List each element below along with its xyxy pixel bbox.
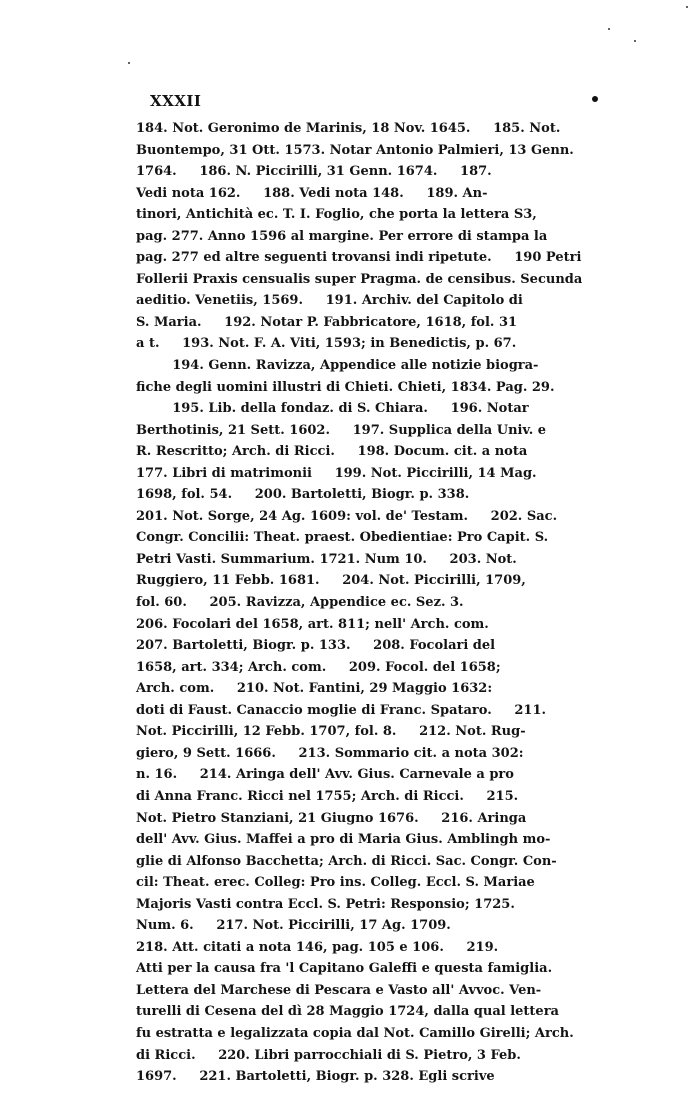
text-line: 201. Not. Sorge, 24 Ag. 1609: vol. de' Testam. 202. Sac. [136, 508, 558, 524]
text-line: S. Maria. 192. Notar P. Fabbricatore, 1618, fol. 31 [136, 314, 518, 330]
text-line: Berthotinis, 21 Sett. 1602. 197. Supplica della Univ. e [136, 422, 547, 438]
notes-text [136, 118, 646, 1088]
text-line: di Ricci. 220. Libri parrocchiali di S. Pietro, 3 Feb. [136, 1047, 521, 1063]
text-line: 218. Att. citati a nota 146, pag. 105 e 106. 219. [136, 939, 499, 955]
text-line: n. 16. 214. Aringa dell' Avv. Gius. Carnevale a pro [136, 767, 514, 783]
text-line: giero, 9 Sett. 1666. 213. Sommario cit. a nota 302: [136, 745, 524, 761]
text-line: aeditio. Venetiis, 1569. 191. Archiv. del Capitolo di [136, 293, 523, 309]
text-line: 1764. 186. N. Piccirilli, 31 Genn. 1674. 187. [136, 164, 492, 180]
text-line: Congr. Concilii: Theat. praest. Obedientiae: Pro Capit. S. [136, 530, 549, 546]
text-line: Num. 6. 217. Not. Piccirilli, 17 Ag. 1709. [136, 918, 451, 934]
text-line: Ruggiero, 11 Febb. 1681. 204. Not. Piccirilli, 1709, [136, 573, 526, 589]
text-line: glie di Alfonso Bacchetta; Arch. di Ricci. Sac. Congr. Con- [136, 853, 557, 869]
text-line: Atti per la causa fra 'l Capitano Galeffi e questa famiglia. [136, 961, 553, 977]
text-line: a t. 193. Not. F. A. Viti, 1593; in Benedictis, p. 67. [136, 336, 517, 352]
text-line: 207. Bartoletti, Biogr. p. 133. 208. Focolari del [136, 638, 496, 654]
text-line: Lettera del Marchese di Pescara e Vasto all' Avvoc. Ven- [136, 982, 542, 998]
text-line: 1658, art. 334; Arch. com. 209. Focol. del 1658; [136, 659, 501, 675]
text-line: fiche degli uomini illustri di Chieti. Chieti, 1834. Pag. 29. [136, 379, 555, 395]
text-line: cil: Theat. erec. Colleg: Pro ins. Colleg. Eccl. S. Mariae [136, 875, 535, 891]
text-line: Vedi nota 162. 188. Vedi nota 148. 189. An- [136, 185, 488, 201]
text-line: 177. Libri di matrimonii 199. Not. Piccirilli, 14 Mag. [136, 465, 537, 481]
text-line: 1698, fol. 54. 200. Bartoletti, Biogr. p. 338. [136, 487, 470, 503]
text-line: fol. 60. 205. Ravizza, Appendice ec. Sez. 3. [136, 595, 464, 611]
text-line: tinori, Antichità ec. T. I. Foglio, che porta la lettera S3, [136, 207, 537, 223]
ink-speck [128, 62, 130, 64]
text-line: 206. Focolari del 1658, art. 811; nell' Arch. com. [136, 616, 489, 632]
text-line: dell' Avv. Gius. Maffei a pro di Maria Gius. Amblingh mo- [136, 832, 551, 848]
ink-speck [608, 28, 610, 30]
text-line: pag. 277. Anno 1596 al margine. Per errore di stampa la [136, 228, 548, 244]
text-line: R. Rescritto; Arch. di Ricci. 198. Docum. cit. a nota [136, 444, 528, 460]
text-line: Buontempo, 31 Ott. 1573. Notar Antonio Palmieri, 13 Genn. [136, 142, 574, 158]
page-number: XXXII [150, 92, 202, 110]
text-line: 184. Not. Geronimo de Marinis, 18 Nov. 1645. 185. Not. [136, 121, 561, 136]
ink-dot [592, 96, 598, 102]
ink-speck [634, 40, 636, 42]
text-line: fu estratta e legalizzata copia dal Not. Camillo Girelli; Arch. [136, 1025, 574, 1041]
text-line: 1697. 221. Bartoletti, Biogr. p. 328. Egli scrive [136, 1069, 495, 1085]
text-line: di Anna Franc. Ricci nel 1755; Arch. di Ricci. 215. [136, 788, 519, 804]
text-line: pag. 277 ed altre seguenti trovansi indi ripetute. 190 Petri [136, 250, 582, 266]
text-line: doti di Faust. Canaccio moglie di Franc. Spataro. 211. [136, 702, 547, 718]
text-line: Follerii Praxis censualis super Pragma. de censibus. Secunda [136, 271, 583, 287]
text-line: Not. Pietro Stanziani, 21 Giugno 1676. 216. Aringa [136, 810, 527, 826]
text-line: Petri Vasti. Summarium. 1721. Num 10. 203. Not. [136, 551, 517, 567]
ink-speck [686, 6, 688, 8]
text-line: Majoris Vasti contra Eccl. S. Petri: Responsio; 1725. [136, 896, 515, 912]
text-line: Arch. com. 210. Not. Fantini, 29 Maggio 1632: [136, 681, 493, 697]
text-line: 195. Lib. della fondaz. di S. Chiara. 196. Notar [136, 401, 529, 417]
text-line: 194. Genn. Ravizza, Appendice alle notizie biogra- [136, 358, 539, 374]
text-line: Not. Piccirilli, 12 Febb. 1707, fol. 8. 212. Not. Rug- [136, 724, 526, 740]
text-line: turelli di Cesena del dì 28 Maggio 1724, dalla qual lettera [136, 1004, 559, 1020]
